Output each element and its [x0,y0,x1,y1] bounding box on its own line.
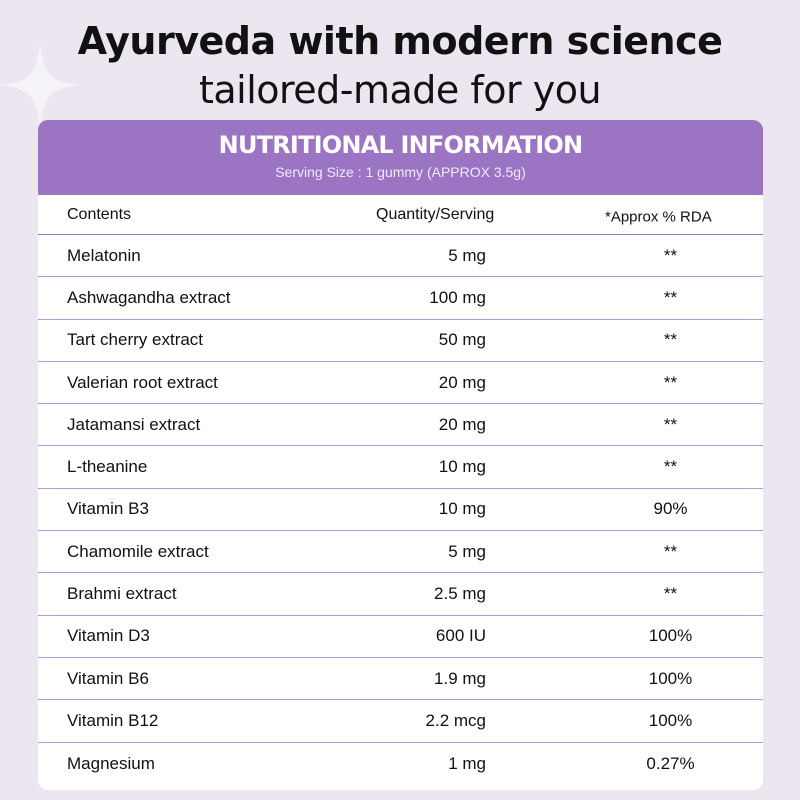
row-rda: ** [663,287,678,307]
row-name: Magnesium [67,753,155,773]
table-row [38,404,763,446]
column-header-row [38,195,763,235]
row-quantity: 2.2 mcg [425,710,486,730]
row-quantity: 20 mg [438,414,486,434]
table-row [38,743,763,785]
row-quantity: 5 mg [448,541,486,561]
row-quantity: 100 mg [429,287,486,307]
row-quantity: 20 mg [438,372,486,392]
row-rda: 100% [648,626,693,646]
row-name: Vitamin B6 [67,668,149,688]
table-row [38,320,763,362]
nutrition-card [38,120,763,790]
column-quantity: Quantity/Serving [376,205,495,223]
row-name: Vitamin B3 [67,499,149,519]
row-quantity: 50 mg [438,330,486,350]
row-name: Brahmi extract [67,584,177,604]
table-row [38,489,763,531]
table-row [38,658,763,700]
row-name: Ashwagandha extract [67,287,231,307]
table-row [38,531,763,573]
row-quantity: 5 mg [448,245,486,265]
table-row [38,573,763,615]
row-rda: 0.27% [646,753,695,773]
row-rda: ** [663,457,678,477]
row-name: Vitamin B12 [67,710,159,730]
row-name: Valerian root extract [67,372,218,392]
row-rda: 90% [653,499,688,519]
row-rda: ** [663,330,678,350]
row-quantity: 2.5 mg [434,584,486,604]
row-rda: ** [663,541,678,561]
row-quantity: 600 IU [435,626,486,646]
row-quantity: 10 mg [438,457,486,477]
row-name: L-theanine [67,457,148,477]
row-rda: 100% [648,668,693,688]
row-rda: ** [663,584,678,604]
nutrition-rows [38,235,763,785]
row-rda: ** [663,372,678,392]
row-rda: 100% [648,710,693,730]
row-name: Tart cherry extract [67,330,204,350]
row-quantity: 1 mg [448,753,486,773]
nutrition-title: NUTRITIONAL INFORMATION [218,131,583,159]
row-name: Melatonin [67,245,141,265]
table-row [38,700,763,742]
row-name: Vitamin D3 [67,626,150,646]
nutrition-header [38,120,763,195]
table-row [38,362,763,404]
row-quantity: 1.9 mg [434,668,486,688]
headline [0,16,800,114]
row-rda: ** [663,414,678,434]
column-contents: Contents [67,205,132,223]
row-rda: ** [663,245,678,265]
headline-title: Ayurveda with modern science [77,19,723,63]
headline-subtitle: tailored-made for you [198,68,602,112]
row-name: Chamomile extract [67,541,209,561]
table-row [38,277,763,319]
table-row [38,235,763,277]
table-row [38,616,763,658]
table-row [38,446,763,488]
row-name: Jatamansi extract [67,414,201,434]
serving-size: Serving Size : 1 gummy (APPROX 3.5g) [275,164,526,180]
row-quantity: 10 mg [438,499,486,519]
column-rda: *Approx % RDA [605,208,712,226]
